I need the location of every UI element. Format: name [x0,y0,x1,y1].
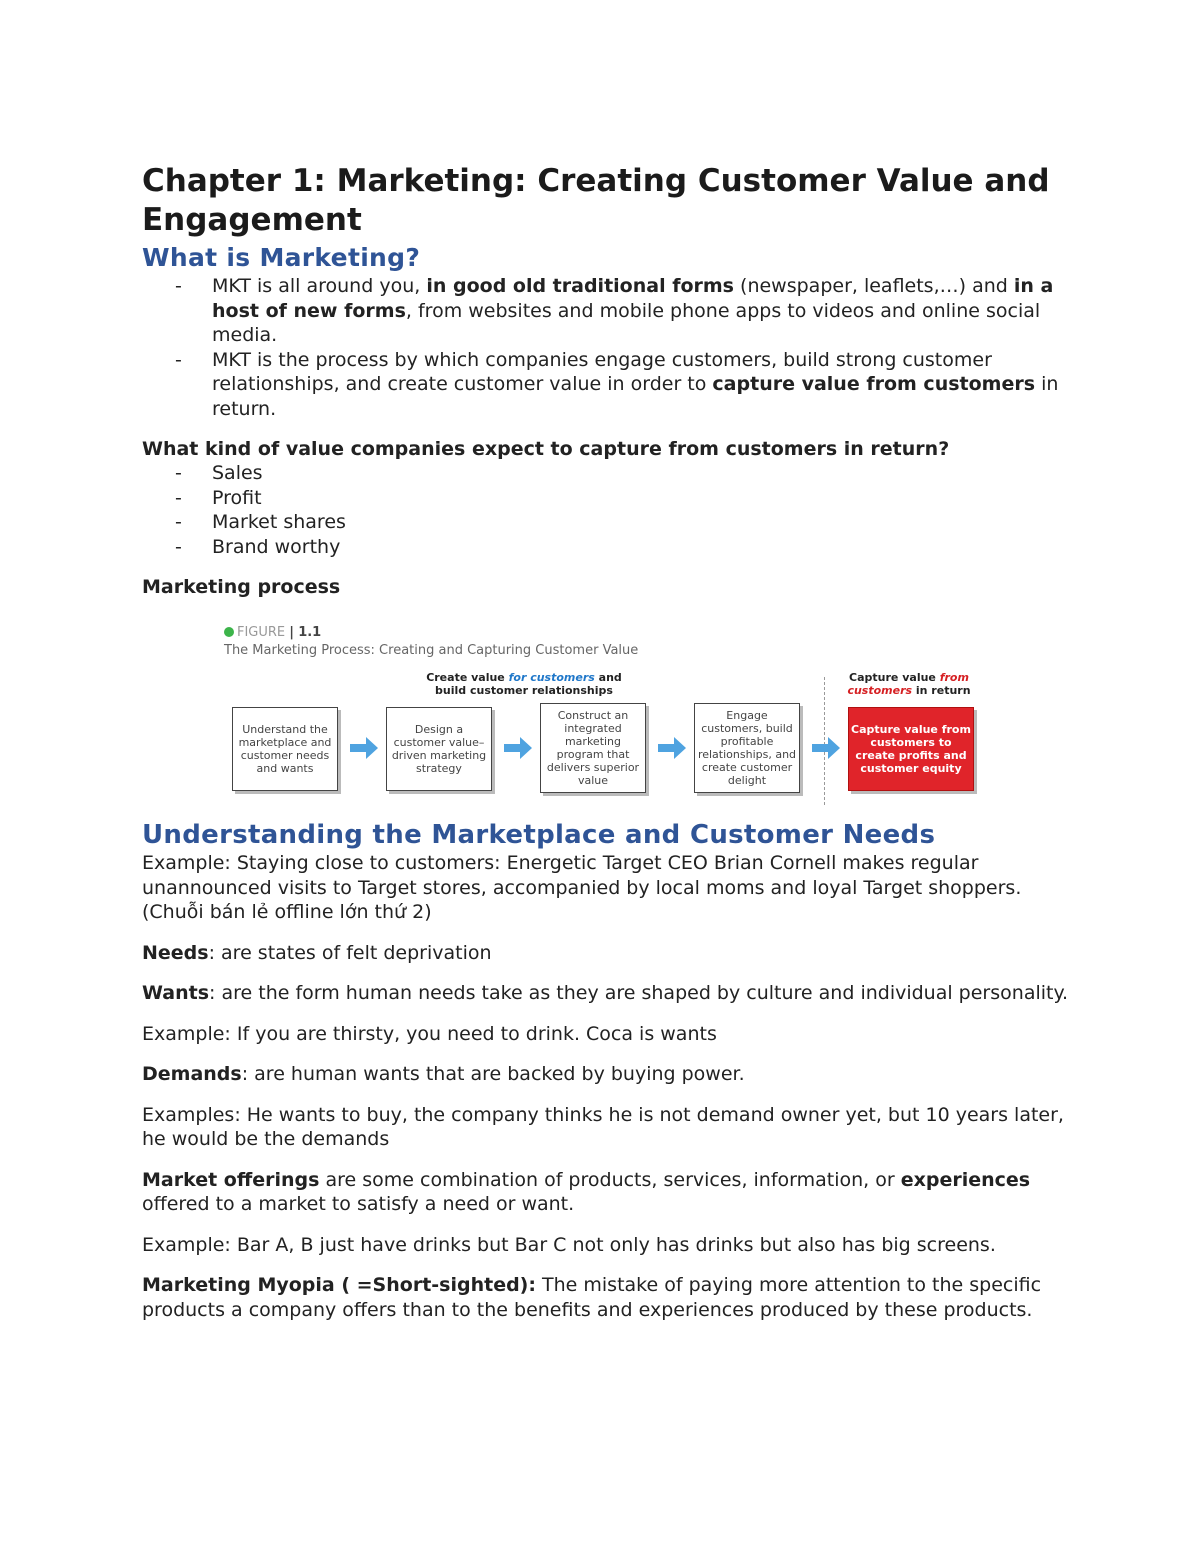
wants-definition [142,981,1072,1006]
arrow-right-icon [504,735,532,761]
text-run: from [939,671,969,684]
term: Market offerings [142,1168,320,1191]
bold-run: in good old traditional forms [426,275,734,297]
list-item [142,274,1072,348]
text-run: build customer relationships [435,684,613,697]
text-run: and [594,671,622,684]
arrow-right-icon [350,735,378,761]
value-question: What kind of value companies expect to capture from customers in return? [142,438,950,460]
text-run: , from websites and mobile phone apps to videos and online social media. [212,299,1041,346]
list-item [142,348,1072,422]
process-step-box: Construct an integrated marketing program that delivers superior value [540,703,646,793]
bar-example: Example: Bar A, B just have drinks but Bar C not only has drinks but also has big screens. [142,1233,996,1256]
bold-run: in a host of new forms [212,275,1054,322]
chapter-title: Chapter 1: Marketing: Creating Customer Value and Engagement [142,163,1050,238]
demands-definition [142,1062,1072,1087]
term: Marketing Myopia ( =Short-sighted): [142,1274,536,1296]
demand-example: Examples: He wants to buy, the company thinks he is not demand owner yet, but 10 years later, he would be the demands [142,1103,1064,1150]
figure-divider: | [289,625,295,640]
definition: The mistake of paying more attention to the specific products a company offers than to the benefits and experiences produced by these products. [142,1274,1042,1321]
market-offerings-definition [142,1168,1072,1217]
definition: : are the form human needs take as they are shaped by culture and individual personality. [209,982,1069,1004]
process-step-box: Design a customer value–driven marketing strategy [386,707,492,791]
term: Wants [142,982,210,1004]
definition: offered to a market to satisfy a need or want. [142,1193,575,1215]
list-item: - Brand worthy [142,535,1072,560]
green-dot-icon [224,627,234,637]
marketing-definition-list [142,274,1072,421]
definition: are some combination of products, services, information, or [319,1168,901,1191]
text-run: Create value [426,671,509,684]
text-run: MKT is the process by which companies engage customers, build strong customer relationships, and create customer value in order to [212,348,992,395]
figure-label [224,625,321,640]
text-run: for customers [508,671,595,684]
section-heading-what-is-marketing: What is Marketing? [142,243,421,272]
figure-caption: The Marketing Process: Creating and Capturing Customer Value [224,643,639,658]
term: Needs [142,941,209,964]
text-run: customers [847,684,913,697]
target-example: Example: Staying close to customers: Energetic Target CEO Brian Cornell makes regular unannounced visits to Target stores, accompanied by local moms and loyal Target shoppers. (Chuỗi bán lẻ offline lớn thứ 2) [142,852,1022,923]
document-content [142,162,1072,1322]
needs-definition [142,941,1072,966]
list-item: - Sales [142,461,1072,486]
value-list [142,461,1072,559]
text-run: in return [912,684,971,697]
definition: : are states of felt deprivation [208,941,492,964]
text-run: Capture value [849,671,940,684]
thirst-example: Example: If you are thirsty, you need to drink. Coca is wants [142,1022,717,1045]
marketing-myopia-definition [142,1273,1072,1322]
definition: : are human wants that are backed by buying power. [241,1063,745,1085]
text-run: MKT is all around you, [212,275,427,297]
list-item: - Market shares [142,510,1072,535]
text-run: in return. [212,373,1059,420]
term: experiences [900,1168,1031,1191]
arrow-right-icon [812,735,840,761]
term: Demands [142,1063,242,1085]
figure-number: 1.1 [298,625,322,640]
arrow-right-icon [658,735,686,761]
process-step-box: Understand the marketplace and customer needs and wants [232,707,338,791]
figure-label-text: FIGURE [237,625,286,640]
process-step-box: Engage customers, build profitable relationships, and create customer delight [694,703,800,793]
text-run: (newspaper, leaflets,…) and [734,275,1014,297]
section-heading-marketplace: Understanding the Marketplace and Customer Needs [142,820,936,850]
list-item: - Profit [142,486,1072,511]
group-label-create-value [404,671,644,697]
capture-value-box: Capture value from customers to create profits and customer equity [848,707,974,791]
group-label-capture-value [834,671,984,697]
marketing-process-figure [224,625,984,807]
bold-run: capture value from customers [712,373,1036,395]
marketing-process-label: Marketing process [142,576,341,598]
